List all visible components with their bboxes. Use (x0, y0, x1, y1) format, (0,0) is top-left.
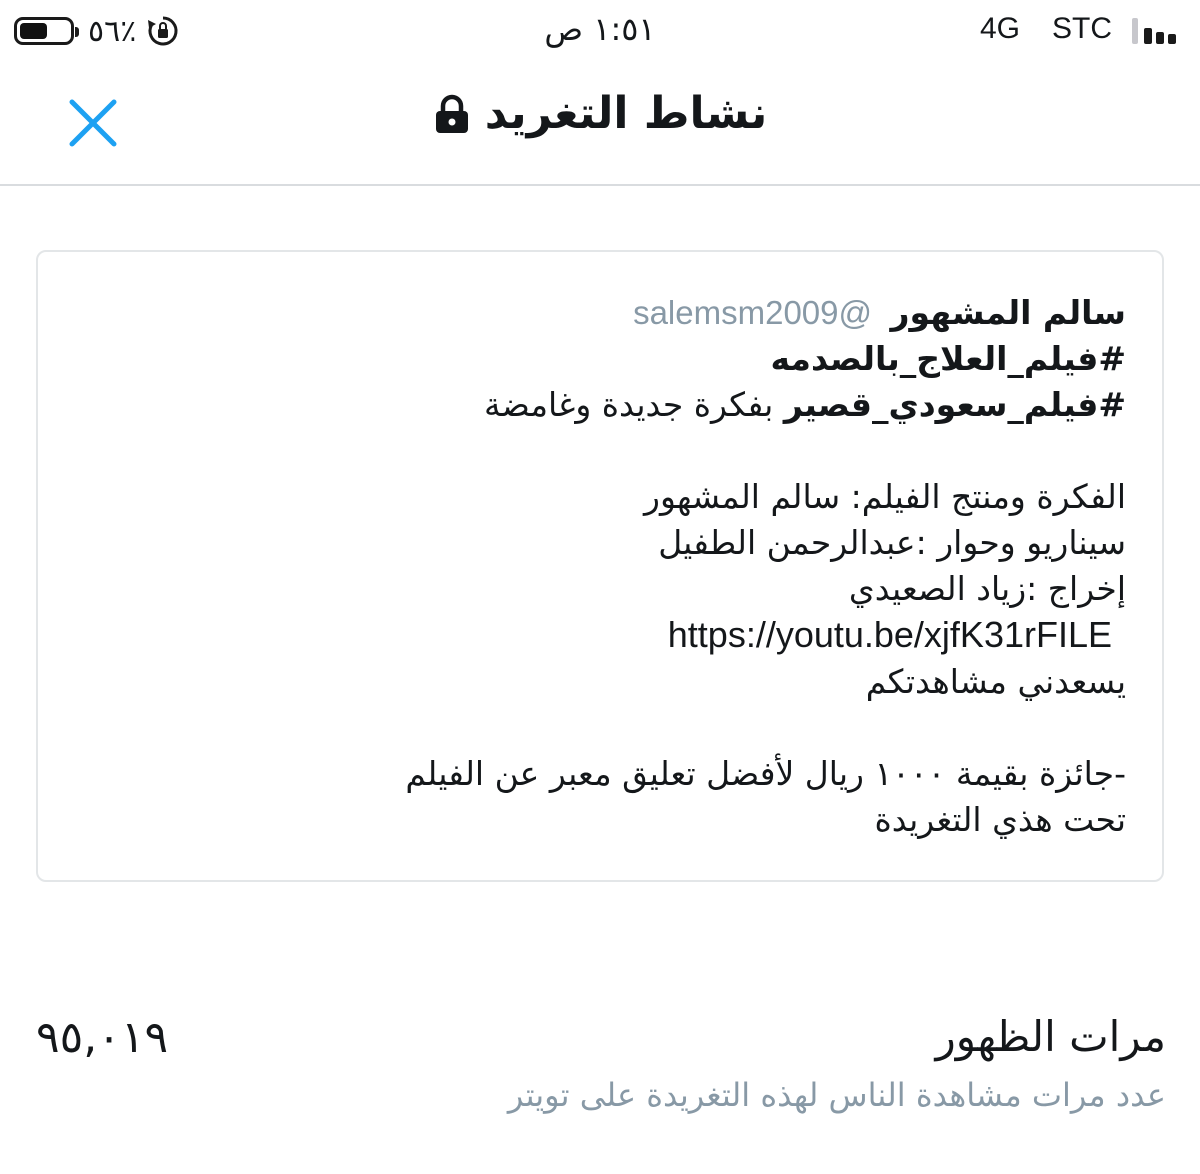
tweet-credit-idea: الفكرة ومنتج الفيلم: سالم المشهور (644, 477, 1126, 516)
tweet-blank-line (66, 705, 1126, 751)
tweet-blank-line (66, 428, 1126, 474)
tweet-closing: يسعدني مشاهدتكم (865, 662, 1126, 701)
tweet-credit-director: إخراج :زياد الصعيدي (848, 569, 1126, 608)
lock-icon (433, 94, 471, 134)
tweet-card[interactable] (36, 250, 1164, 882)
carrier-name: STC (1052, 12, 1112, 45)
tweet-prize-line: -جائزة بقيمة ١٠٠٠ ريال لأفضل تعليق معبر عن الفيلم (405, 754, 1126, 793)
status-bar (0, 0, 1200, 64)
status-time: ١:٥١ ص (544, 10, 656, 48)
impressions-value: ٩٥,٠١٩ (36, 1012, 169, 1063)
nav-bar (0, 64, 1200, 186)
tweet-link-line (66, 612, 1126, 659)
impressions-label: مرات الظهور (935, 1012, 1166, 1061)
page-title: نشاط التغريد (484, 88, 768, 139)
signal-icon (1132, 16, 1184, 46)
author-handle: @salemsm2009 (633, 294, 873, 331)
hashtag[interactable]: #فيلم_العلاج_بالصدمه (770, 339, 1126, 378)
tweet-credit-script: سيناريو وحوار :عبدالرحمن الطفيل (658, 523, 1126, 562)
tweet-line (66, 336, 1126, 382)
network-type: 4G (980, 12, 1021, 45)
tweet-link[interactable]: https://youtu.be/xjfK31rFILE (667, 614, 1112, 655)
impressions-description: عدد مرات مشاهدة الناس لهذه التغريدة على تويتر (507, 1076, 1166, 1114)
tweet-line (66, 382, 1126, 428)
nav-title-group (0, 88, 1200, 139)
tweet-body (66, 290, 1126, 843)
author-name: سالم المشهور (890, 293, 1126, 332)
hashtag[interactable]: #فيلم_سعودي_قصير (783, 385, 1126, 424)
tweet-text: بفكرة جديدة وغامضة (484, 385, 784, 424)
tweet-prize-line: تحت هذي التغريدة (874, 800, 1126, 839)
battery-percent: ٥٦٪ (88, 13, 137, 49)
tweet-author-line (66, 290, 1126, 336)
